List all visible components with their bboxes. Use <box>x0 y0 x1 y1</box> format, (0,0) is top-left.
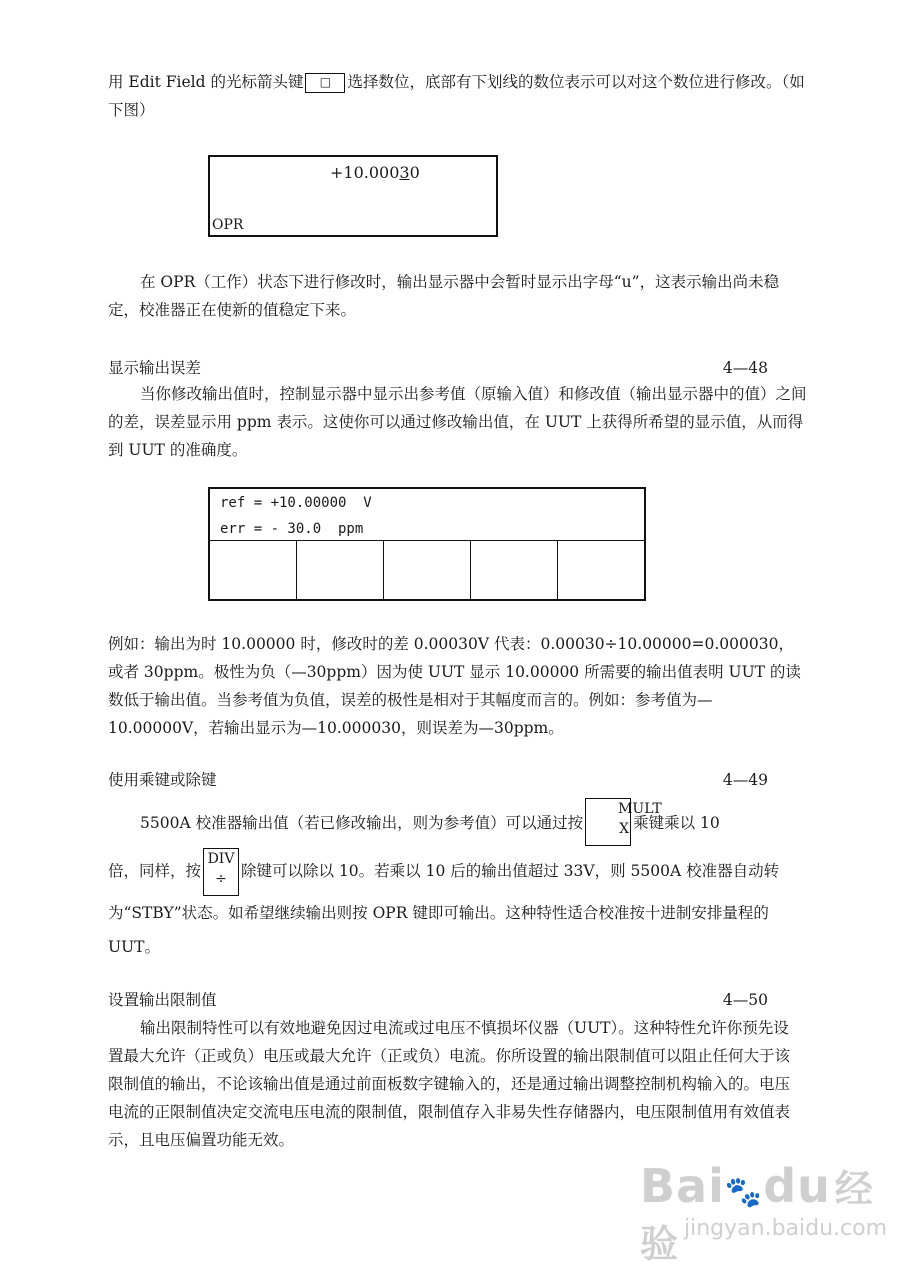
intro-text-1: 用 Edit Field 的光标箭头键 <box>108 73 304 91</box>
softkey[interactable] <box>384 541 471 599</box>
control-display <box>208 487 646 601</box>
display-value: +10.00030 <box>330 163 420 182</box>
section-title: 使用乘键或除键 <box>108 771 217 789</box>
intro-text-2: 选择数位，底部有下划线的数位表示可以对这个数位进行修改。（如下图） <box>108 73 805 119</box>
ref-line: ref = +10.00000 V <box>220 495 372 511</box>
watermark-url: jingyan.baidu.com <box>684 1216 888 1241</box>
div-paragraph: 倍，同样，按 DIV ÷ 除键可以除以 10。若乘以 10 后的输出值超过 33V，则 5500A 校准器自动转为“STBY”状态。如希望继续输出则按 OPR 键即可输出。这种特性适合校准按十进制安排量程的 UUT。 <box>108 848 798 964</box>
opr-paragraph: 在 OPR（工作）状态下进行修改时，输出显示器中会暂时显示出字母“u”，这表示输出尚未稳定，校准器正在使新的值稳定下来。 <box>108 273 780 319</box>
section-title: 设置输出限制值 <box>108 991 217 1009</box>
display-mode: OPR <box>212 217 244 233</box>
softkey[interactable] <box>210 541 297 599</box>
mult-key[interactable]: MULT X <box>585 798 631 846</box>
softkey[interactable] <box>558 541 644 599</box>
intro-paragraph <box>108 68 808 124</box>
section-heading-mult <box>108 768 768 792</box>
mult-paragraph: 5500A 校准器输出值（若已修改输出，则为参考值）可以通过按 MULT X 乘键乘以 10 <box>108 800 798 848</box>
paw-icon: 🐾 <box>724 1175 764 1210</box>
softkey-row <box>210 540 644 599</box>
output-display-edit <box>208 155 498 237</box>
section-number: 4—48 <box>722 359 768 377</box>
err-line: err = - 30.0 ppm <box>220 521 364 537</box>
section-heading-limit <box>108 988 768 1012</box>
div-key[interactable]: DIV ÷ <box>203 848 239 896</box>
arrow-key-icon: □ <box>305 73 345 93</box>
baidu-watermark-logo: Bai🐾du 经验 <box>640 1159 874 1266</box>
example-paragraph: 例如：输出为时 10.00000 时，修改时的差 0.00030V 代表：0.00030÷10.00000=0.000030，或者 30ppm。极性为负（—30ppm）因为使 UUT 显示 10.00000 所需要的输出值表明 UUT 的读数低于输出值。当参考值为负值，误差的极性是相对于其幅度而言的。例如：参考值为—10.00000V，若输出显示为—10.000030，则误差为—30ppm。 <box>108 635 801 737</box>
error-paragraph: 当你修改输出值时，控制显示器中显示出参考值（原输入值）和修改值（输出显示器中的值）之间的差，误差显示用 ppm 表示。这使你可以通过修改输出值，在 UUT 上获得所希望的显示值，从而得到 UUT 的准确度。 <box>108 385 807 459</box>
editable-digit: 3 <box>399 163 410 182</box>
section-number: 4—49 <box>722 771 768 789</box>
section-number: 4—50 <box>722 991 768 1009</box>
softkey[interactable] <box>471 541 558 599</box>
limit-paragraph: 输出限制特性可以有效地避免因过电流或过电压不慎损坏仪器（UUT）。这种特性允许你预先设置最大允许（正或负）电压或最大允许（正或负）电流。你所设置的输出限制值可以阻止任何大于该限制值的输出，不论该输出值是通过前面板数字键输入的，还是通过输出调整控制机构输入的。电压电流的正限制值决定交流电压电流的限制值，限制值存入非易失性存储器内，电压限制值用有效值表示，且电压偏置功能无效。 <box>108 1019 791 1149</box>
section-heading-error <box>108 356 768 380</box>
section-title: 显示输出误差 <box>108 359 202 377</box>
softkey[interactable] <box>297 541 384 599</box>
